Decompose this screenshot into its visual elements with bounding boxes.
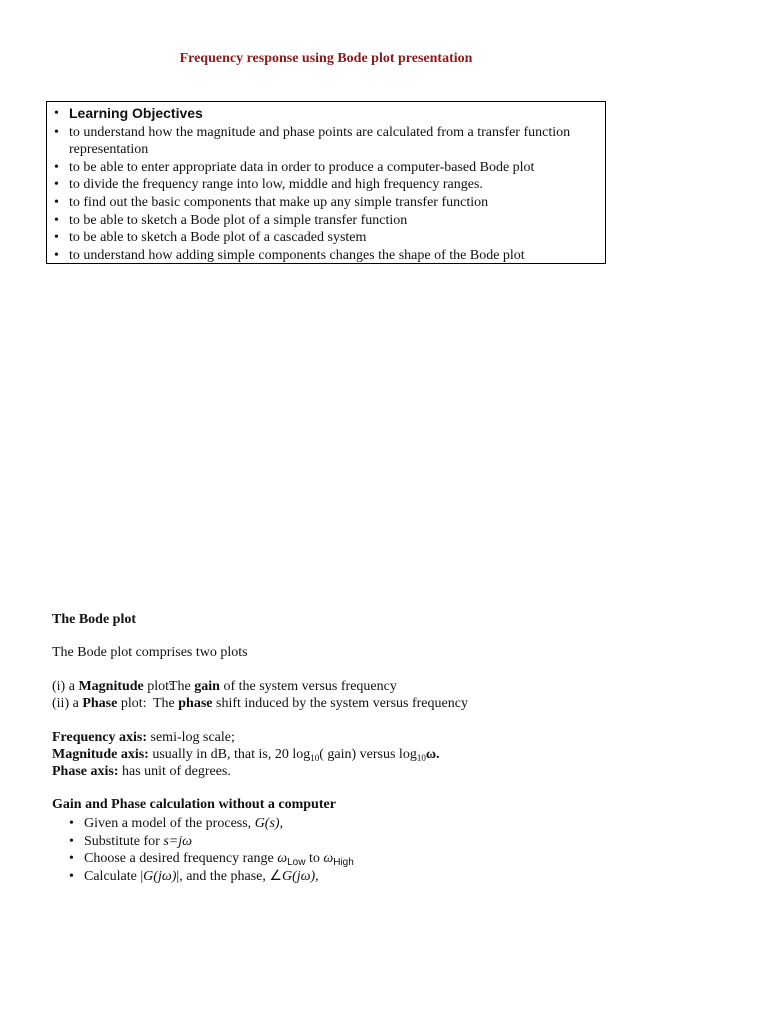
document-title: Frequency response using Bode plot presentation [179, 51, 473, 66]
learning-objectives-box [46, 101, 606, 264]
calc-step: • Substitute for s=jω [52, 833, 354, 851]
objective-item: • to be able to sketch a Bode plot of a simple transfer function [53, 212, 599, 230]
bode-plot-heading: The Bode plot [52, 612, 137, 627]
objective-item: • to understand how adding simple components changes the shape of the Bode plot [53, 247, 599, 265]
objectives-heading: • Learning Objectives [53, 105, 599, 124]
magnitude-plot-line: (i) a Magnitude plot:The gain of the system versus frequency [52, 679, 397, 694]
phase-axis-line: Phase axis: has unit of degrees. [52, 764, 231, 779]
bode-intro: The Bode plot comprises two plots [52, 645, 248, 660]
objective-item: • to understand how the magnitude and phase points are calculated from a transfer function representation [53, 124, 599, 159]
objective-item: • to divide the frequency range into low, middle and high frequency ranges. [53, 176, 599, 194]
phase-plot-line: (ii) a Phase plot: The phase shift induced by the system versus frequency [52, 696, 468, 711]
calc-step: • Given a model of the process, G(s), [52, 815, 354, 833]
objective-item: • to be able to sketch a Bode plot of a cascaded system [53, 229, 599, 247]
objective-item: • to be able to enter appropriate data in order to produce a computer-based Bode plot [53, 159, 599, 177]
calc-step: • Calculate |G(jω)|, and the phase, ∠G(jω), [52, 868, 354, 886]
frequency-axis-line: Frequency axis: semi-log scale; [52, 730, 235, 745]
objectives-list [53, 105, 599, 264]
magnitude-axis-line: Magnitude axis: usually in dB, that is, 20 $\log_{10}$( gain) versus $\log_{10}\omega$. [52, 747, 440, 763]
objective-item: • to find out the basic components that make up any simple transfer function [53, 194, 599, 212]
gain-phase-heading: Gain and Phase calculation without a computer [52, 797, 336, 812]
calculation-steps [52, 815, 354, 885]
calc-step: • Choose a desired frequency range $\omega_{Low}$ to $\omega_{High}$ [52, 850, 354, 868]
